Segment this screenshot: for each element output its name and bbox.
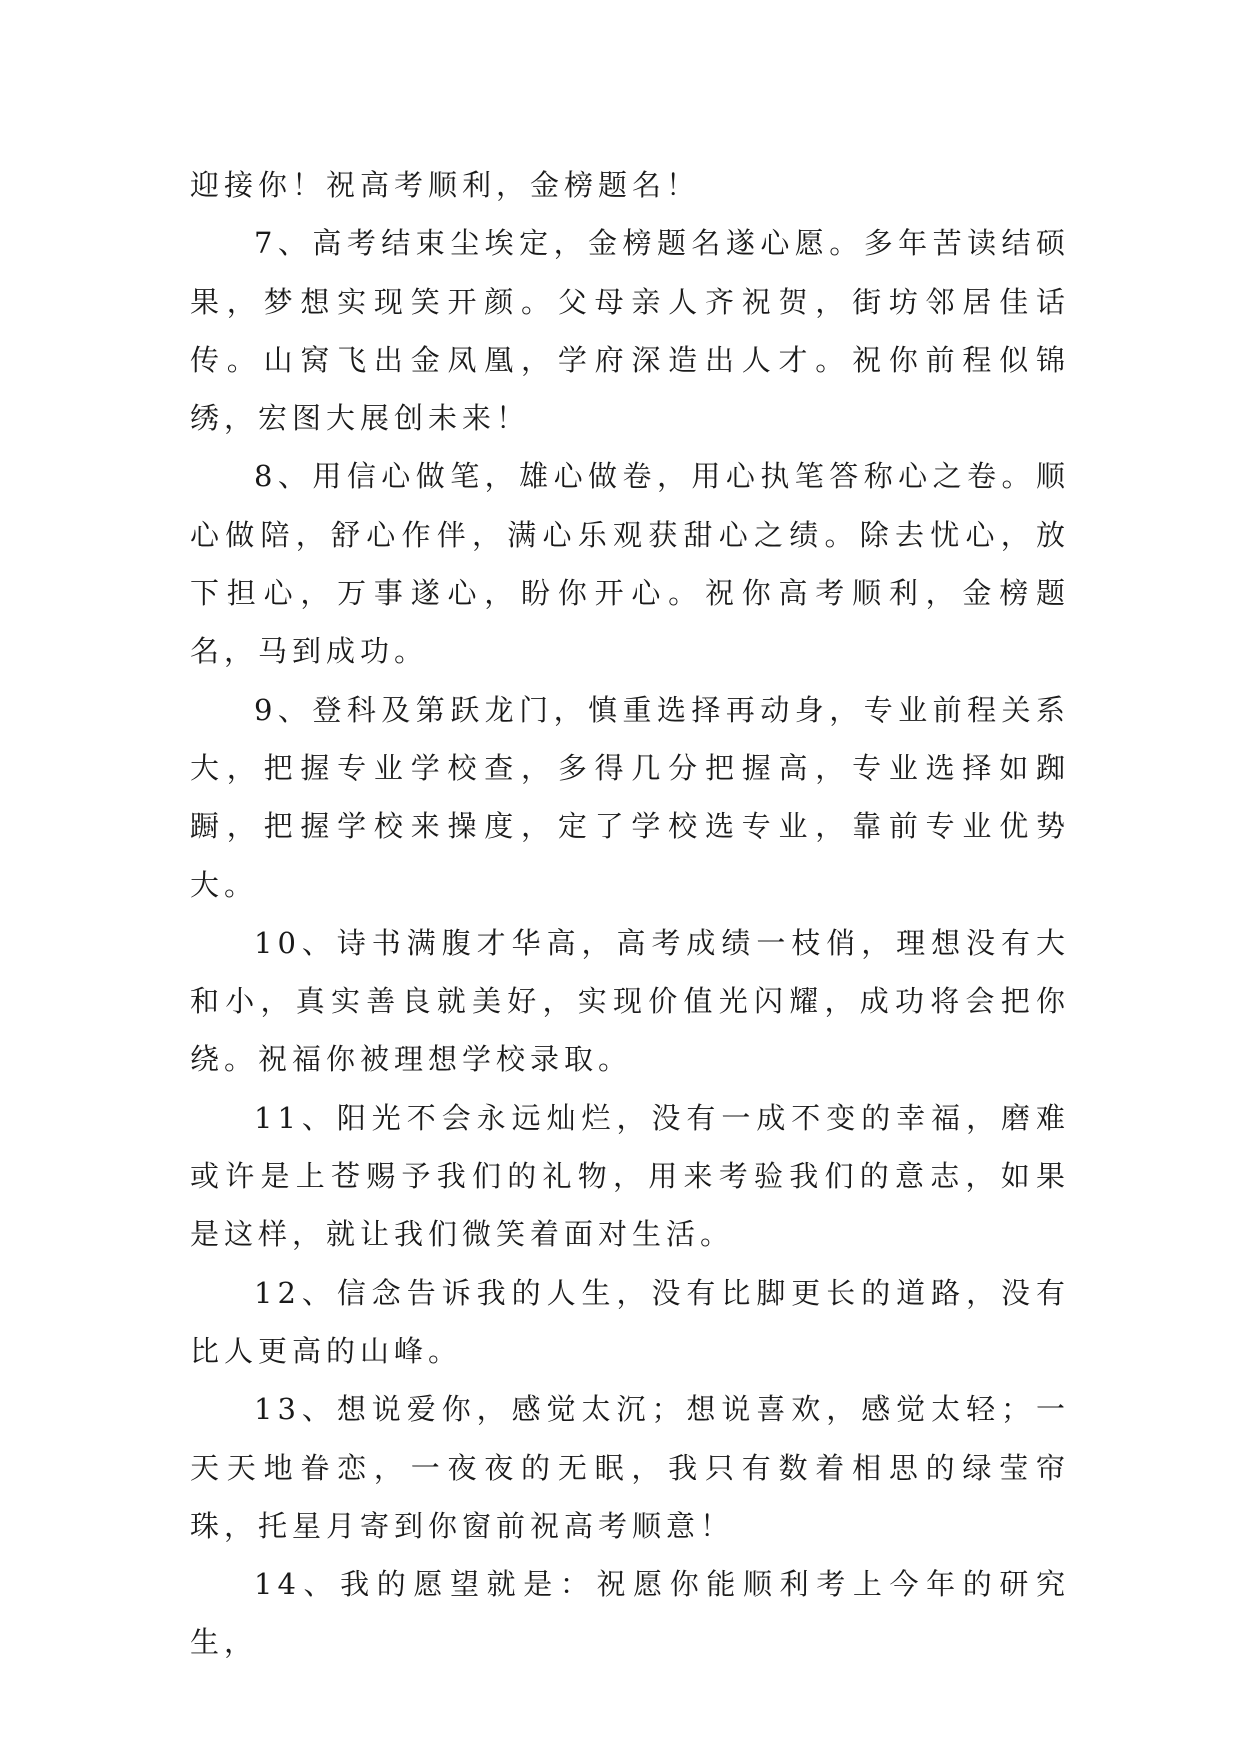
- paragraph-13: 13、想说爱你，感觉太沉；想说喜欢，感觉太轻；一天天地眷恋，一夜夜的无眠，我只有数着相思的绿莹帘珠，托星月寄到你窗前祝高考顺意！: [190, 1392, 1070, 1543]
- paragraph-10: 10、诗书满腹才华高，高考成绩一枝俏，理想没有大和小，真实善良就美好，实现价值光闪耀，成功将会把你绕。祝福你被理想学校录取。: [190, 925, 1070, 1077]
- paragraph-14: 14、我的愿望就是：祝愿你能顺利考上今年的研究生，: [190, 1567, 1070, 1660]
- paragraph-7: 7、高考结束尘埃定，金榜题名遂心愿。多年苦读结硕果，梦想实现笑开颜。父母亲人齐祝贺，街坊邻居佳话传。山窝飞出金凤凰，学府深造出人才。祝你前程似锦绣，宏图大展创未来！: [190, 226, 1070, 436]
- paragraph-continuation: 迎接你！祝高考顺利，金榜题名！: [190, 168, 701, 202]
- paragraph-8: 8、用信心做笔，雄心做卷，用心执笔答称心之卷。顺心做陪，舒心作伴，满心乐观获甜心之绩。除去忧心，放下担心，万事遂心，盼你开心。祝你高考顺利，金榜题名，马到成功。: [190, 459, 1070, 669]
- paragraph-12: 12、信念告诉我的人生，没有比脚更长的道路，没有比人更高的山峰。: [190, 1275, 1070, 1368]
- paragraph-11: 11、阳光不会永远灿烂，没有一成不变的幸福，磨难或许是上苍赐予我们的礼物，用来考验我们的意志，如果是这样，就让我们微笑着面对生活。: [190, 1100, 1070, 1252]
- document-body: [190, 156, 1070, 1672]
- paragraph-9: 9、登科及第跃龙门，慎重选择再动身，专业前程关系大，把握专业学校查，多得几分把握高，专业选择如踟蹰，把握学校来操度，定了学校选专业，靠前专业优势大。: [190, 692, 1070, 902]
